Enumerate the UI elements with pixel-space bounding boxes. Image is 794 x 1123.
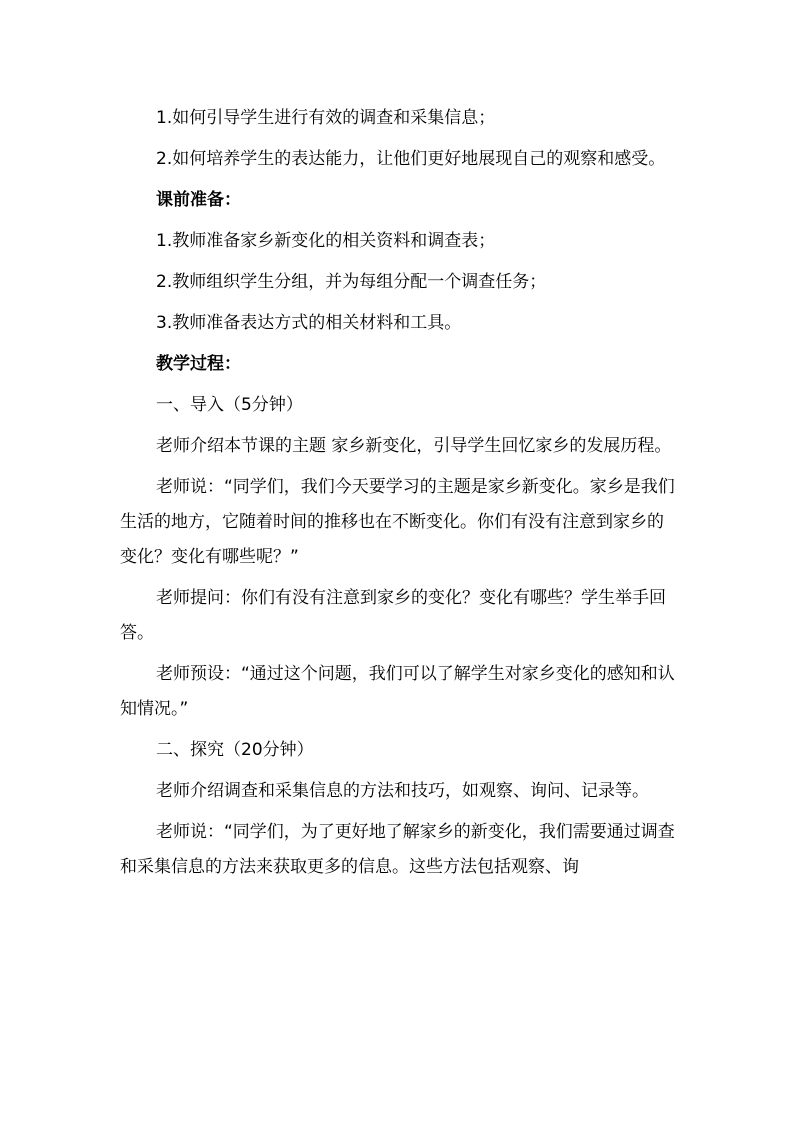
paragraph-question-1: 1.如何引导学生进行有效的调查和采集信息； — [156, 108, 496, 128]
paragraph-question-2: 2.如何培养学生的表达能力，让他们更好地展现自己的观察和感受。 — [156, 149, 666, 169]
document-page — [120, 101, 676, 885]
paragraph-prep-3: 3.教师准备表达方式的相关材料和工具。 — [156, 313, 462, 333]
paragraph-intro-2: 老师说：“同学们，我们今天要学习的主题是家乡新变化。家乡是我们生活的地方，它随着时间的推移也在不断变化。你们有没有注意到家乡的变化？变化有哪些呢？” — [120, 477, 675, 567]
paragraph-intro-1: 老师介绍本节课的主题 家乡新变化，引导学生回忆家乡的发展历程。 — [156, 436, 672, 456]
paragraph-intro-4: 老师预设：“通过这个问题，我们可以了解学生对家乡变化的感知和认知情况。” — [120, 664, 675, 719]
section-intro: 一、导入（5分钟） — [156, 395, 303, 415]
paragraph-prep-1: 1.教师准备家乡新变化的相关资料和调查表； — [156, 231, 496, 251]
paragraph-prep-2: 2.教师组织学生分组，并为每组分配一个调查任务； — [156, 272, 547, 292]
section-explore: 二、探究（20分钟） — [156, 740, 314, 760]
heading-preparation: 课前准备： — [156, 190, 241, 210]
heading-process: 教学过程： — [156, 354, 241, 374]
paragraph-intro-3: 老师提问：你们有没有注意到家乡的变化？变化有哪些？学生举手回答。 — [120, 588, 666, 643]
paragraph-explore-1: 老师介绍调查和采集信息的方法和技巧，如观察、询问、记录等。 — [156, 781, 649, 801]
paragraph-explore-2: 老师说：“同学们，为了更好地了解家乡的新变化，我们需要通过调查和采集信息的方法来获取更多的信息。这些方法包括观察、询 — [120, 822, 675, 877]
